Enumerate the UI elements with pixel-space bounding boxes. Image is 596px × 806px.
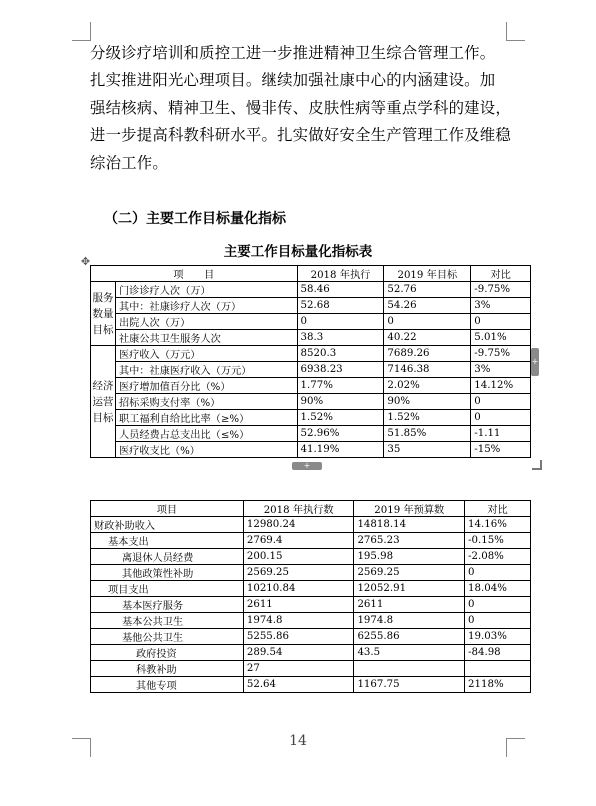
value-compare: -1.11 [471,426,531,442]
table-row [91,661,531,677]
value-compare: -9.75% [471,346,531,362]
table-row [91,597,531,613]
header-compare: 对比 [465,501,531,517]
targets-table[interactable] [90,265,531,458]
table-row [91,410,531,426]
value-2019: 6255.86 [354,629,465,645]
value-2019: 43.5 [354,645,465,661]
value-2019: 90% [384,394,471,410]
value-compare: 0 [465,597,531,613]
table-row [91,314,531,330]
value-2019: 14818.14 [354,517,465,533]
value-2019 [354,661,465,677]
page-number: 14 [289,733,307,749]
value-compare: 0 [471,394,531,410]
table-row [91,282,531,298]
value-2019: 40.22 [384,330,471,346]
table-row [91,378,531,394]
value-2019: 2569.25 [354,565,465,581]
header-2018: 2018 年执行 [297,266,384,282]
table-row [91,613,531,629]
value-compare: -84.98 [465,645,531,661]
paragraph-line: 扎实推进阳光心理项目。继续加强社康中心的内涵建设。加 [90,71,496,90]
group-label: 服务数量目标 [91,282,116,346]
row-label: 门诊诊疗人次（万） [116,282,298,298]
value-2019: 195.98 [354,549,465,565]
paragraph-line: 进一步提高科教科研水平。扎实做好安全生产管理工作及维稳 [90,126,511,145]
value-2019: 52.76 [384,282,471,298]
table-row [91,549,531,565]
value-compare: -9.75% [471,282,531,298]
budget-table[interactable] [90,500,531,693]
value-2018: 52.64 [243,677,354,693]
value-2019: 0 [384,314,471,330]
value-2018: 90% [297,394,384,410]
row-label: 离退休人员经费 [91,549,244,565]
value-2019: 12052.91 [354,581,465,597]
header-item: 项目 [91,501,244,517]
row-label: 其他专项 [91,677,244,693]
value-compare: 0 [465,565,531,581]
row-label: 基他公共卫生 [91,629,244,645]
value-compare: 0 [465,613,531,629]
row-label: 政府投资 [91,645,244,661]
header-item: 项 目 [91,266,298,282]
value-2018: 2611 [243,597,354,613]
value-compare: 0 [471,314,531,330]
table-row [91,426,531,442]
row-label: 项目支出 [91,581,244,597]
value-2018: 6938.23 [297,362,384,378]
move-handle-icon[interactable]: ✥ [80,255,91,268]
row-label: 医疗增加值百分比（%） [116,378,298,394]
corner-mark-top-right [506,22,525,41]
value-compare: 3% [471,362,531,378]
row-label: 其他政策性补助 [91,565,244,581]
value-2019: 7689.26 [384,346,471,362]
value-2019: 2.02% [384,378,471,394]
header-2019: 2019 年目标 [384,266,471,282]
table-row [91,629,531,645]
table-row [91,581,531,597]
value-2019: 51.85% [384,426,471,442]
row-label: 其中：社康医疗收入（万元） [116,362,298,378]
value-2018: 0 [297,314,384,330]
table-row [91,442,531,458]
value-2018: 12980.24 [243,517,354,533]
row-label: 基本支出 [91,533,244,549]
row-label: 基本医疗服务 [91,597,244,613]
paragraph-line: 强结核病、精神卫生、慢非传、皮肤性病等重点学科的建设， [90,98,511,117]
value-2018: 38.3 [297,330,384,346]
row-label: 医疗收入（万元） [116,346,298,362]
table-row [91,362,531,378]
row-label: 社康公共卫生服务人次 [116,330,298,346]
row-label: 职工福利自给比比率（≥%） [116,410,298,426]
value-compare: 0 [471,410,531,426]
value-compare: 2118% [465,677,531,693]
group-label: 经济运营目标 [91,346,116,458]
value-2019: 2765.23 [354,533,465,549]
value-2018: 52.68 [297,298,384,314]
value-2018: 27 [243,661,354,677]
row-label: 出院人次（万） [116,314,298,330]
value-2018: 8520.3 [297,346,384,362]
value-2018: 2769.4 [243,533,354,549]
table-header-row [91,501,531,517]
row-label: 其中：社康诊疗人次（万） [116,298,298,314]
header-2019: 2019 年预算数 [354,501,465,517]
value-2019: 54.26 [384,298,471,314]
value-compare: 14.12% [471,378,531,394]
value-compare: 3% [471,298,531,314]
value-compare: 19.03% [465,629,531,645]
table-row [91,394,531,410]
header-compare: 对比 [471,266,531,282]
value-2018: 2569.25 [243,565,354,581]
table-row [91,565,531,581]
value-2018: 1974.8 [243,613,354,629]
table-row [91,533,531,549]
value-2018: 10210.84 [243,581,354,597]
paragraph-line: 分级诊疗培训和质控工进一步推进精神卫生综合管理工作。 [90,44,496,62]
paragraph-line: 综治工作。 [90,153,168,172]
table-row [91,346,531,362]
body-paragraph [90,40,511,177]
row-label: 招标采购支付率（%） [116,394,298,410]
table-side-expand-tab[interactable]: + [531,348,539,376]
value-2018: 41.19% [297,442,384,458]
value-compare: -15% [471,442,531,458]
table-row [91,677,531,693]
value-2019: 7146.38 [384,362,471,378]
table-header-row [91,266,531,282]
value-compare: 14.16% [465,517,531,533]
table-row [91,517,531,533]
value-2018: 1.52% [297,410,384,426]
table-row [91,298,531,314]
value-compare: 18.04% [465,581,531,597]
value-2018: 1.77% [297,378,384,394]
value-2018: 200.15 [243,549,354,565]
table-row [91,330,531,346]
value-2019: 1.52% [384,410,471,426]
value-2019: 35 [384,442,471,458]
value-2018: 5255.86 [243,629,354,645]
table-caption: 主要工作目标量化指标表 [223,244,373,260]
row-label: 财政补助收入 [91,517,244,533]
row-label: 人员经费占总支出比（≤%） [116,426,298,442]
value-2018: 52.96% [297,426,384,442]
row-label: 基本公共卫生 [91,613,244,629]
value-compare: -2.08% [465,549,531,565]
value-compare: 5.01% [471,330,531,346]
value-compare [465,661,531,677]
value-compare: -0.15% [465,533,531,549]
resize-handle-icon[interactable] [532,460,542,470]
value-2018: 289.54 [243,645,354,661]
corner-mark-top-left [72,22,91,41]
table-bottom-expand-tab[interactable]: + [292,462,322,470]
row-label: 科教补助 [91,661,244,677]
table-row [91,645,531,661]
value-2018: 58.46 [297,282,384,298]
section-title: （二）主要工作目标量化指标 [104,211,286,227]
value-2019: 1974.8 [354,613,465,629]
row-label: 医疗收支比（%） [116,442,298,458]
value-2019: 2611 [354,597,465,613]
value-2019: 1167.75 [354,677,465,693]
header-2018: 2018 年执行数 [243,501,354,517]
